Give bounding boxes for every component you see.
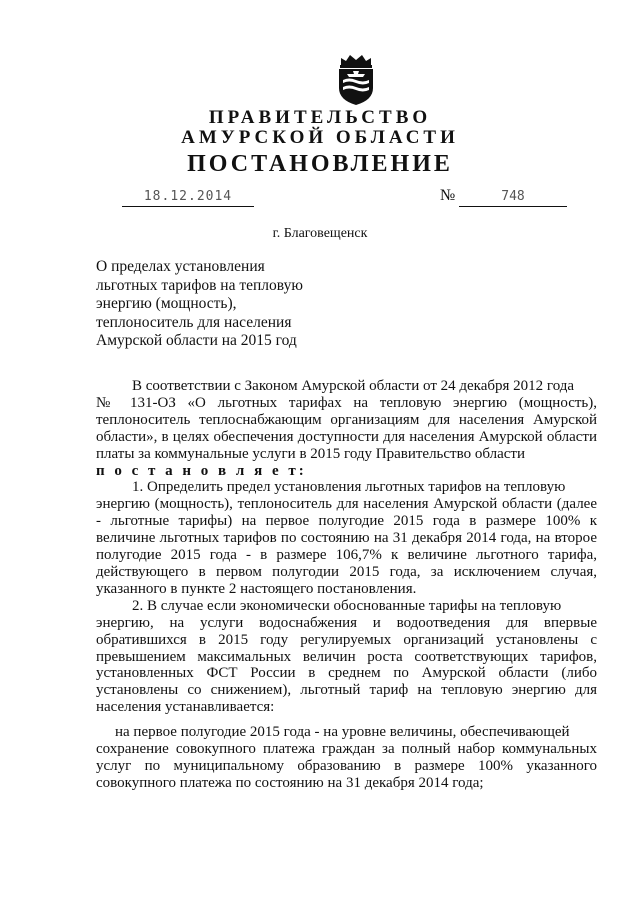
body-line: превышением максимальных величин роста соответствующих тарифов, xyxy=(96,648,597,665)
body-line: теплоноситель теплоснабжающим организациям для населения Амурской xyxy=(96,411,597,428)
government-name-line2: АМУРСКОЙ ОБЛАСТИ xyxy=(181,127,459,148)
body-line: области», в целях обеспечения доступности для населения Амурской области xyxy=(96,428,597,445)
decree-number: 748 xyxy=(459,188,567,207)
body-line: действующего в первом полугодии 2015 года, за исключением случая, xyxy=(96,563,597,580)
decree-body xyxy=(96,378,597,792)
body-line: энергию, на услуги водоснабжения и водоотведения для впервые xyxy=(96,614,597,631)
body-line: указанного в пункте 2 настоящего постановления. xyxy=(96,580,417,597)
government-name-line1: ПРАВИТЕЛЬСТВО xyxy=(208,107,432,128)
subject-line: льготных тарифов на тепловую xyxy=(96,276,303,294)
body-line: совокупного платежа по состоянию на 31 декабря 2014 года; xyxy=(96,774,484,791)
body-line: обратившихся в 2015 году регулируемых организаций установлены с xyxy=(96,631,597,648)
amur-oblast-coat-of-arms-icon xyxy=(333,52,379,106)
body-line: № 131-ОЗ «О льготных тарифах на тепловую энергию (мощность), xyxy=(96,394,597,411)
body-line: В соответствии с Законом Амурской области от 24 декабря 2012 года xyxy=(132,378,575,394)
body-line: сохранение совокупного платежа граждан за полный набор коммунальных xyxy=(96,741,597,758)
city-name: г. Благовещенск xyxy=(272,226,368,241)
decree-number-label: № xyxy=(440,187,456,204)
body-line: величине льготных тарифов по состоянию на 31 декабря 2014 года, на второе xyxy=(96,530,597,547)
decree-date: 18.12.2014 xyxy=(122,188,254,207)
subject-line: Амурской области на 2015 год xyxy=(96,332,297,349)
body-line: полугодие 2015 года - в размере 106,7% к величине льготного тарифа, xyxy=(96,547,597,564)
body-line: 2. В случае если экономически обоснованные тарифы на тепловую xyxy=(132,597,562,614)
body-line: на первое полугодие 2015 года - на уровне величины, обеспечивающей xyxy=(115,724,570,741)
body-line: - льготные тарифы) на первое полугодие 2015 года в размере 100% к xyxy=(96,513,597,530)
body-line: платы за коммунальные услуги в 2015 году Правительство области xyxy=(96,445,525,462)
subject-line: О пределах установления xyxy=(96,258,265,275)
subject-line: энергию (мощность), xyxy=(96,295,237,312)
body-line: установлены со снижением), льготный тариф на тепловую энергию для xyxy=(96,682,597,699)
body-line: 1. Определить предел установления льготных тарифов на тепловую xyxy=(132,479,566,496)
body-line: услуг по муниципальному образованию в размере 100% указанного xyxy=(96,757,597,774)
body-line: установленных ФСТ России в среднем по Амурской области (либо xyxy=(96,665,597,682)
body-line: населения устанавливается: xyxy=(96,699,275,716)
document-type-title: ПОСТАНОВЛЕНИЕ xyxy=(187,151,453,177)
resolves-line: п о с т а н о в л я е т: xyxy=(96,462,307,479)
decree-subject xyxy=(96,258,326,351)
subject-line: теплоноситель для населения xyxy=(96,313,292,331)
body-line: энергию (мощность), теплоноситель для населения Амурской области (далее xyxy=(96,496,597,513)
